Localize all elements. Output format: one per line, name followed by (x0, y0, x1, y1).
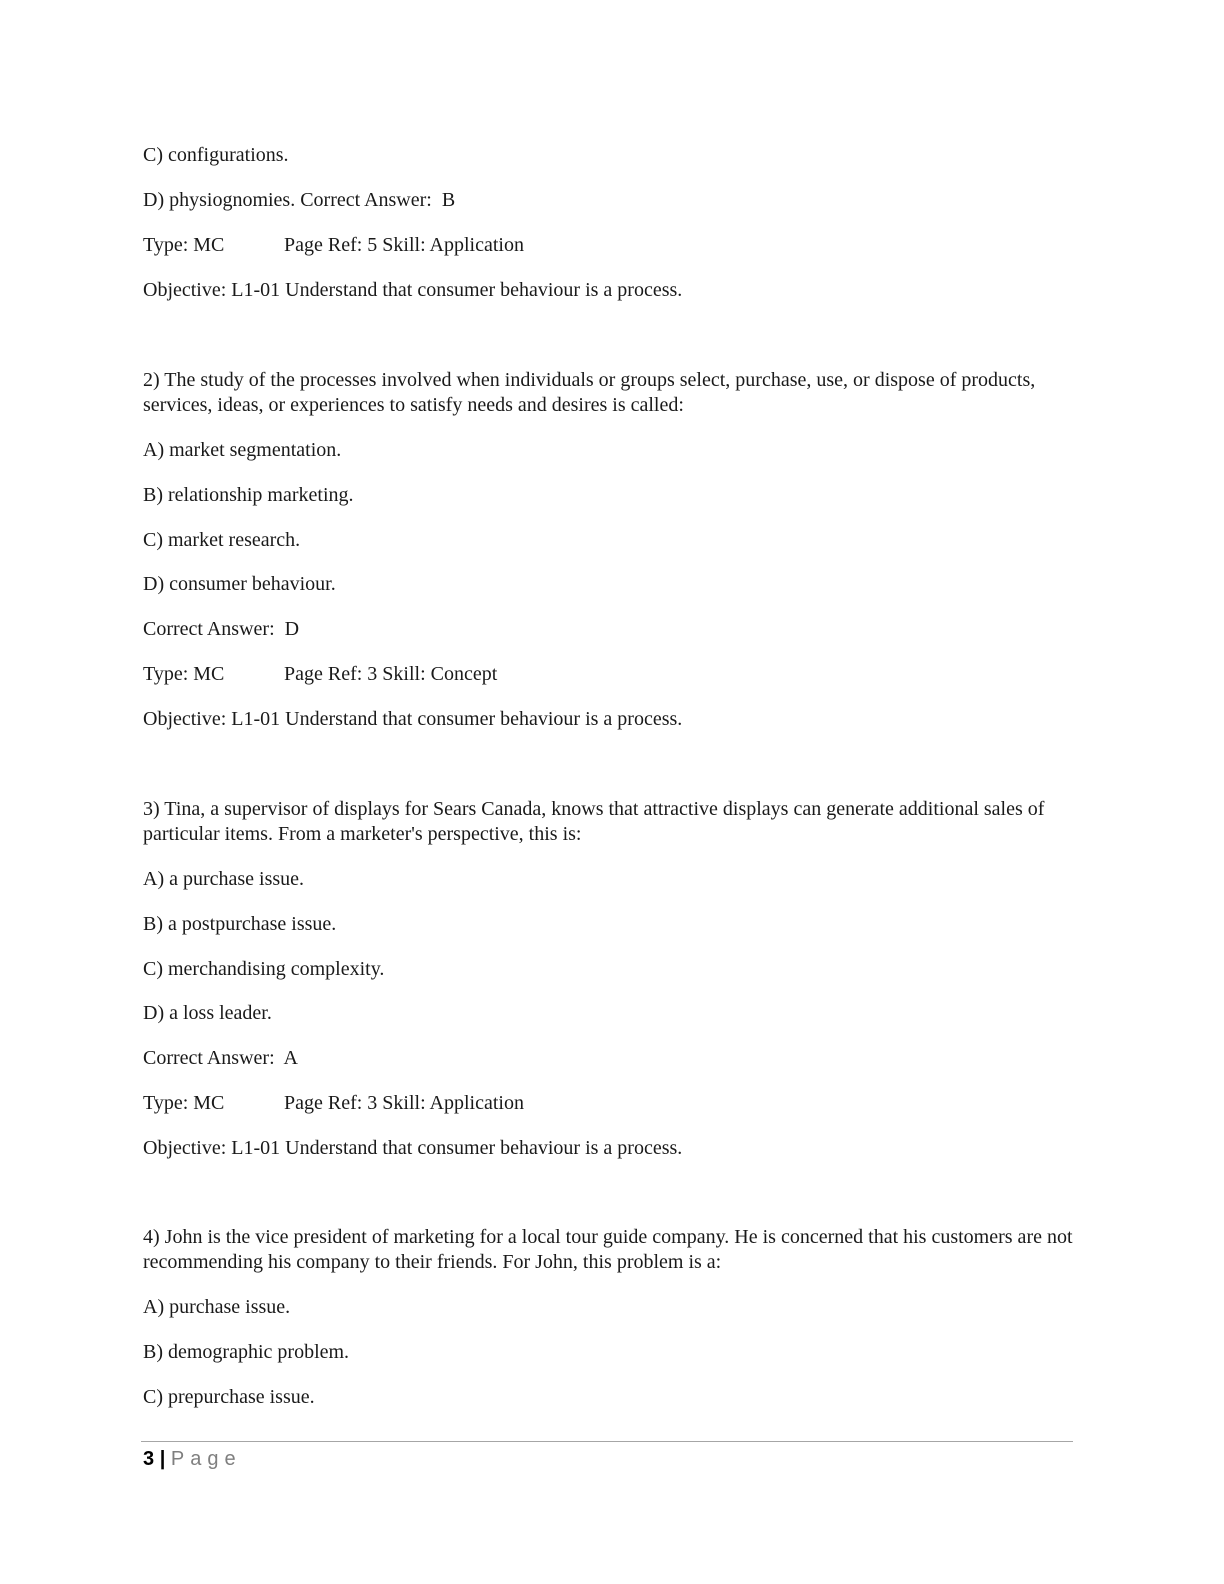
footer-separator: | (159, 1448, 166, 1470)
q3-option-b: B) a postpurchase issue. (143, 913, 337, 935)
page-number: 3 (143, 1448, 155, 1470)
q3-option-c: C) merchandising complexity. (143, 958, 385, 980)
q2-objective: Objective: L1-01 Understand that consumer behaviour is a process. (143, 708, 683, 730)
q4-option-c: C) prepurchase issue. (143, 1386, 315, 1408)
q2-option-c: C) market research. (143, 529, 301, 551)
q2-option-d: D) consumer behaviour. (143, 573, 336, 595)
q2-correct-answer: Correct Answer: D (143, 618, 300, 640)
q3-page-ref-skill: Page Ref: 3 Skill: Application (284, 1092, 524, 1114)
q3-objective: Objective: L1-01 Understand that consumer behaviour is a process. (143, 1137, 683, 1159)
q3-correct-answer: Correct Answer: A (143, 1047, 298, 1069)
q1-option-c: C) configurations. (143, 144, 289, 166)
q3-stem: 3) Tina, a supervisor of displays for Sears Canada, knows that attractive displays can generate additional sales of particular items. From a marketer's perspective, this is: (143, 798, 1045, 845)
q3-type: Type: MC (143, 1092, 225, 1114)
q2-page-ref-skill: Page Ref: 3 Skill: Concept (284, 663, 498, 685)
q2-type: Type: MC (143, 663, 225, 685)
q1-objective: Objective: L1-01 Understand that consumer behaviour is a process. (143, 279, 683, 301)
q4-stem: 4) John is the vice president of marketing for a local tour guide company. He is concerned that his customers are not recommending his company to their friends. For John, this problem is a: (143, 1226, 1073, 1273)
page-footer (143, 1446, 242, 1472)
q4-option-b: B) demographic problem. (143, 1341, 350, 1363)
q2-stem: 2) The study of the processes involved when individuals or groups select, purchase, use, or dispose of products, services, ideas, or experiences to satisfy needs and desires is called: (143, 369, 1036, 416)
q1-option-d-answer: D) physiognomies. Correct Answer: B (143, 189, 456, 211)
q3-type-line (143, 1091, 524, 1115)
q1-type-line (143, 233, 524, 257)
q1-type: Type: MC (143, 234, 225, 256)
q1-page-ref-skill: Page Ref: 5 Skill: Application (284, 234, 524, 256)
q4-option-a: A) purchase issue. (143, 1296, 291, 1318)
q2-type-line (143, 662, 497, 686)
page-label: Page (170, 1448, 242, 1470)
q2-option-a: A) market segmentation. (143, 439, 342, 461)
q3-option-d: D) a loss leader. (143, 1002, 272, 1024)
q2-option-b: B) relationship marketing. (143, 484, 354, 506)
q3-option-a: A) a purchase issue. (143, 868, 305, 890)
footer-divider (141, 1441, 1073, 1442)
